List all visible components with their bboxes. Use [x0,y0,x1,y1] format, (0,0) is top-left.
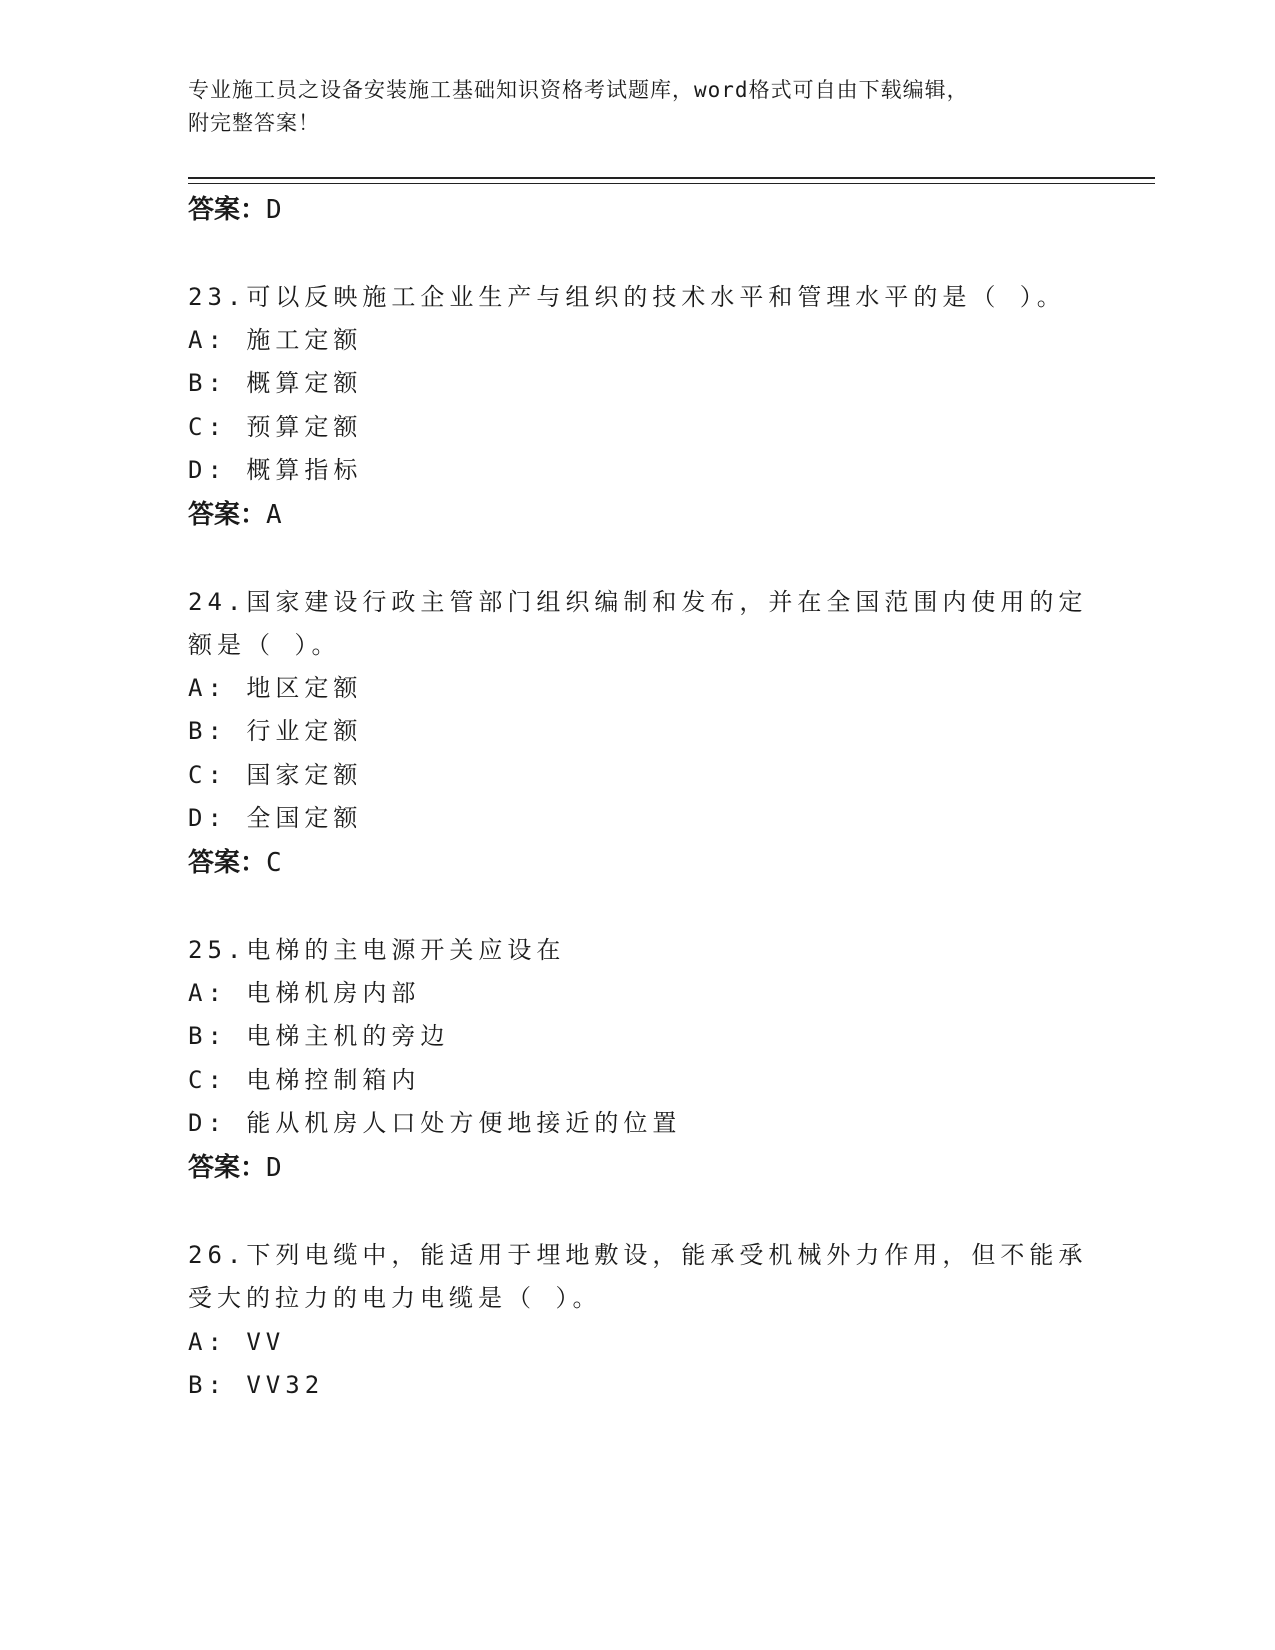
answer-value: D [266,1153,282,1183]
question-stem: 24.国家建设行政主管部门组织编制和发布，并在全国范围内使用的定 [188,588,1088,616]
answer-value: A [266,500,282,530]
option-b: B: 概算定额 [188,369,363,397]
header-divider [188,177,1155,179]
answer-label: 答案： [188,848,267,878]
question-stem: 26.下列电缆中，能适用于埋地敷设，能承受机械外力作用，但不能承 [188,1241,1088,1269]
question-stem: 25.电梯的主电源开关应设在 [188,936,566,964]
option-c: C: 电梯控制箱内 [188,1066,421,1094]
answer-label: 答案： [188,195,267,225]
option-a: A: VV [188,1328,286,1356]
option-d: D: 概算指标 [188,456,363,484]
document-header [188,74,1088,140]
answer-line [188,195,282,225]
option-c: C: 国家定额 [188,761,363,789]
header-divider-thin [188,183,1155,184]
answer-value: C [266,848,282,878]
question-stem-continued: 受大的拉力的电力电缆是（ ）。 [188,1284,602,1312]
header-line-2: 附完整答案！ [188,111,320,135]
answer-label: 答案： [188,1153,267,1183]
option-d: D: 全国定额 [188,804,363,832]
option-b: B: 电梯主机的旁边 [188,1022,450,1050]
option-a: A: 电梯机房内部 [188,979,421,1007]
question-stem-continued: 额是（ ）。 [188,631,341,659]
answer-line [188,500,282,530]
option-b: B: 行业定额 [188,717,363,745]
option-a: A: 地区定额 [188,674,363,702]
answer-line [188,1153,282,1183]
header-line-1: 专业施工员之设备安装施工基础知识资格考试题库，word格式可自由下载编辑， [188,78,969,102]
question-stem: 23.可以反映施工企业生产与组织的技术水平和管理水平的是（ ）。 [188,283,1066,311]
option-d: D: 能从机房人口处方便地接近的位置 [188,1109,682,1137]
answer-line [188,848,282,878]
option-b: B: VV32 [188,1371,325,1399]
answer-value: D [266,195,282,225]
answer-label: 答案： [188,500,267,530]
option-c: C: 预算定额 [188,413,363,441]
option-a: A: 施工定额 [188,326,363,354]
